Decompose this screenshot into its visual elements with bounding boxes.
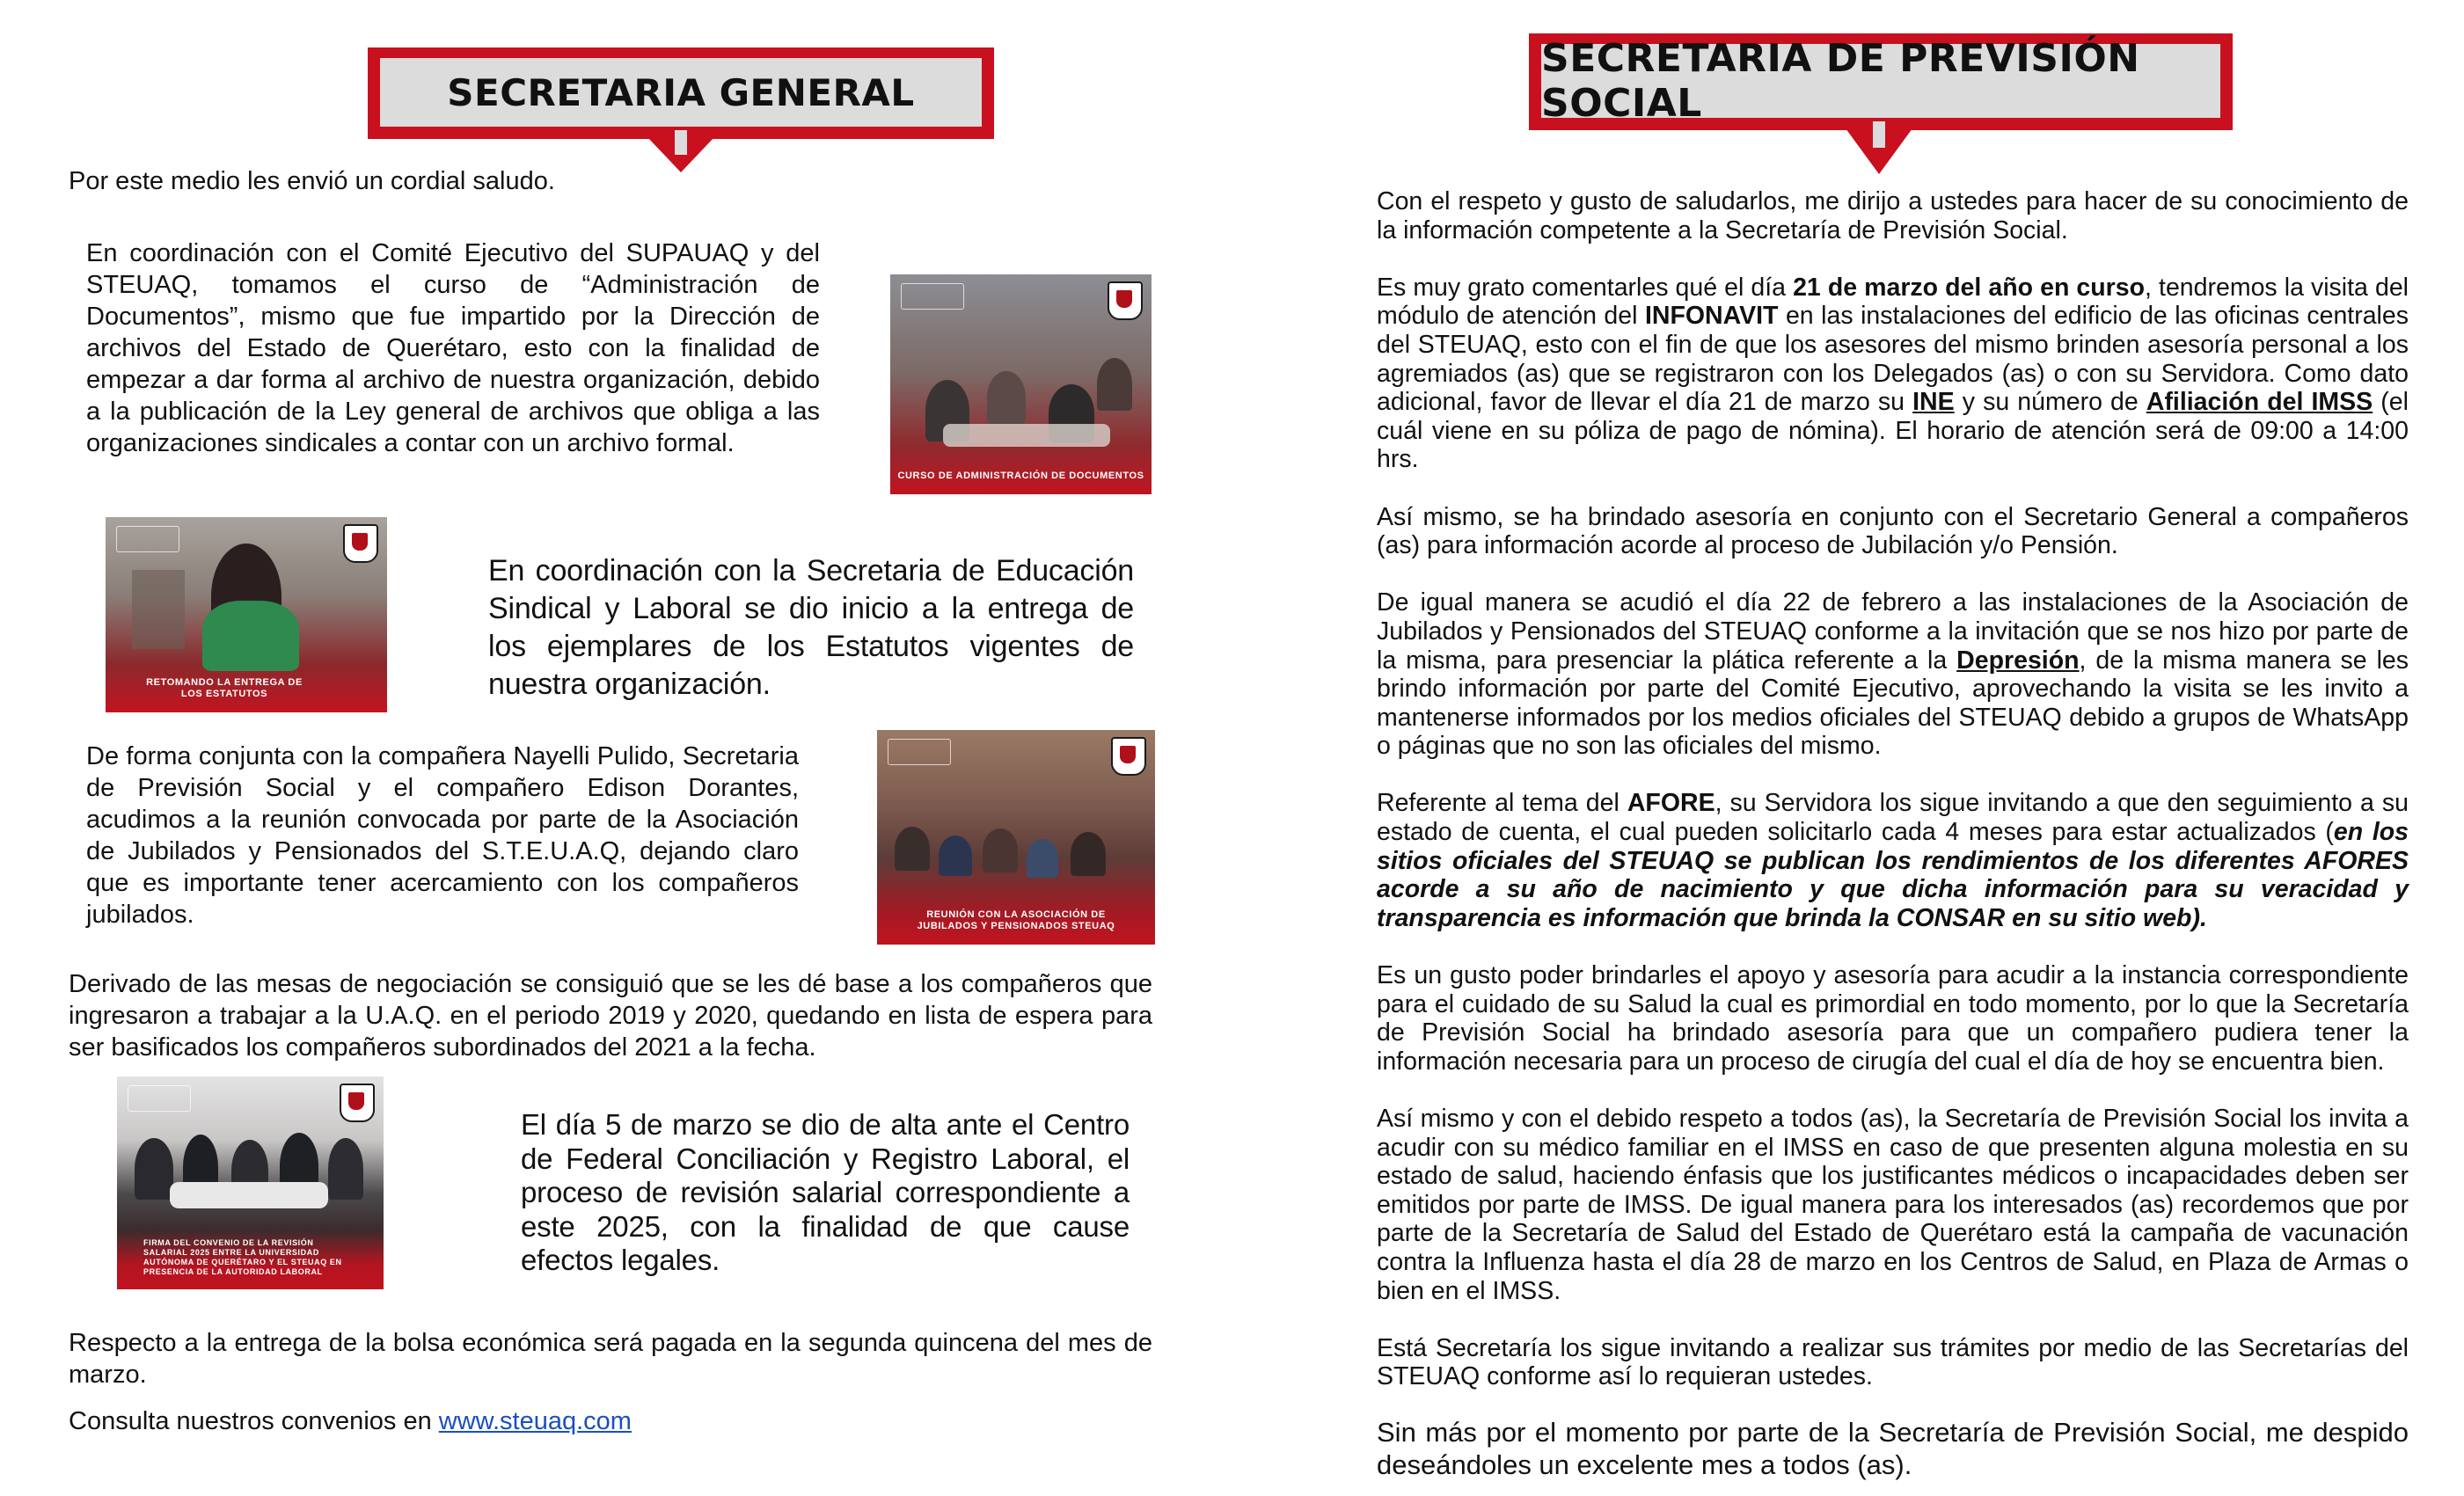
admin-documentos-paragraph: En coordinación con el Comité Ejecutivo del SUPAUAQ y del STEUAQ, tomamos el curso de “Administración de Documentos”, mismo que fue impartido por la Dirección de archivos del Estado de Querétaro, esto con la finalidad de empezar a dar forma al archivo de nuestra organización, debido a la publicación de la Ley general de archivos que obliga a las organizaciones sindicales a contar con un archivo formal. (86, 239, 820, 457)
intro-paragraph: Con el respeto y gusto de saludarlos, me dirijo a ustedes para hacer de su conocimiento de la información competente a la Secretaría de Previsión Social. (1377, 187, 2409, 244)
steuaq-website-link[interactable]: www.steuaq.com (438, 1407, 632, 1435)
convenios-line (69, 1405, 860, 1437)
photo-caption: FIRMA DEL CONVENIO DE LA REVISIÓN SALARIAL 2025 ENTRE LA UNIVERSIDAD AUTÓNOMA DE QUERÉTARO Y EL STEUAQ EN PRESENCIA DE LA AUTORIDAD LABORAL (143, 1238, 342, 1276)
bolsa-economica-paragraph: Respecto a la entrega de la bolsa económica será pagada en la segunda quincena del mes de marzo. (69, 1329, 1152, 1389)
afiliacion-imss-label: Afiliación del IMSS (2146, 388, 2373, 417)
steuaq-logo-icon (340, 1084, 375, 1122)
steuaq-logo-icon (1108, 281, 1143, 320)
estatutos-paragraph: En coordinación con la Secretaria de Educación Sindical y Laboral se dio inicio a la entrega de los ejemplares de los Estatutos vigentes de nuestra organización. (488, 554, 1134, 701)
jubilacion-paragraph: Así mismo, se ha brindado asesoría en conjunto con el Secretario General a compañeros (as) para información acorde al proceso de Jubilación y/o Pensión. (1377, 502, 2409, 560)
banner-pointer-inner-right (1873, 121, 1885, 148)
section-title-prevision-social: SECRETARIA DE PREVISIÓN SOCIAL (1541, 36, 2140, 126)
fecha-visita: 21 de marzo del año en curso (1793, 273, 2146, 302)
convenios-prefix: Consulta nuestros convenios en (69, 1407, 432, 1435)
basificacion-paragraph: Derivado de las mesas de negociación se consiguió que se les dé base a los compañeros que ingresaron a trabajar a la U.A.Q. en el periodo 2019 y 2020, quedando en lista de espera para ser basificados los compañeros subordinados del 2021 a la fecha. (69, 970, 1152, 1062)
afore-note: en los sitios oficiales del STEUAQ se publican los rendimientos de los diferentes AFORES acorde a su año de nacimiento y que dicha información para su veracidad y transparencia es información que brinda la CONSAR en su sitio web). (1377, 818, 2409, 932)
depresion-label: Depresión (1956, 646, 2080, 675)
watermark-badge (888, 739, 951, 765)
watermark-badge (128, 1085, 191, 1112)
imss-vacunacion-paragraph: Así mismo y con el debido respeto a todos (as), la Secretaría de Previsión Social los invita a acudir con su médico familiar en el IMSS en caso de que presenten alguna molestia en su estado de salud, haciendo énfasis que los justificantes médicos o incapacidades deben ser emitidos por parte de IMSS. De igual manera para los interesados (as) recordemos que por parte de la Secretaría de Salud del Estado de Querétaro está la campaña de vacunación contra la Influenza hasta el día 28 de marzo en los Centros de Salud, en Plaza de Armas o bien en el IMSS. (1377, 1105, 2409, 1305)
firma-convenio-photo (117, 1076, 384, 1289)
curso-administracion-photo (890, 274, 1152, 494)
tramites-paragraph: Está Secretaría los sigue invitando a realizar sus trámites por medio de las Secretarías del STEUAQ conforme así lo requieran ustedes. (1377, 1333, 2409, 1391)
reunion-jubilados-paragraph: De forma conjunta con la compañera Nayelli Pulido, Secretaria de Previsión Social y el compañero Edison Dorantes, acudimos a la reunión convocada por parte de la Asociación de Jubilados y Pensionados del S.T.E.U.A.Q, dejando claro que es importante tener acercamiento con los compañeros jubilados. (86, 742, 799, 929)
section-title-secretaria-general: SECRETARIA GENERAL (447, 70, 915, 114)
afore-paragraph: Referente al tema del AFORE, su Servidora los sigue invitando a que den seguimiento a su estado de cuenta, el cual pueden solicitarlo cada 4 meses para estar actualizados (en los sitios oficiales del STEUAQ se publican los rendimientos de los diferentes AFORES acorde a su año de nacimiento y que dicha información para su veracidad y transparencia es información que brinda la CONSAR en su sitio web). (1377, 789, 2409, 932)
ine-label: INE (1912, 388, 1955, 417)
secretaria-general-banner (368, 47, 994, 139)
reunion-asociacion-photo (877, 730, 1155, 945)
watermark-badge (116, 526, 179, 552)
infonavit-paragraph: Es muy grato comentarles qué el día 21 de marzo del año en curso, tendremos la visita del módulo de atención del INFONAVIT en las instalaciones del edificio de las oficinas centrales del STEUAQ, esto con el fin de que los asesores del mismo brinden asesoría personal a los agremiados (as) que se registraron con los Delegados (as) o con su Servidora. Como dato adicional, favor de llevar el día 21 de marzo su INE y su número de Afiliación del IMSS (el cuál viene en su póliza de pago de nómina). El horario de atención será de 09:00 a 14:00 hrs. (1377, 273, 2409, 474)
afore-label: AFORE (1627, 789, 1715, 818)
prevision-social-body (1377, 187, 2409, 1481)
steuaq-logo-icon (1111, 737, 1146, 776)
secretaria-prevision-social-banner (1529, 33, 2233, 130)
photo-caption: CURSO DE ADMINISTRACIÓN DE DOCUMENTOS (897, 471, 1144, 481)
salud-apoyo-paragraph: Es un gusto poder brindarles el apoyo y asesoría para acudir a la instancia correspondiente para el cuidado de su Salud la cual es primordial en todo momento, por lo que la Secretaría de Previsión Social ha brindado asesoría para que un compañero pudiera tener la información necesaria para un proceso de cirugía del cual el día de hoy se encuentra bien. (1377, 961, 2409, 1076)
revision-salarial-paragraph: El día 5 de marzo se dio de alta ante el Centro de Federal Conciliación y Registro Laboral, el proceso de revisión salarial correspondiente a este 2025, con la finalidad de que cause efectos legales. (521, 1108, 1130, 1276)
banner-pointer-inner-left (675, 130, 687, 155)
despedida-paragraph: Sin más por el momento por parte de la Secretaría de Previsión Social, me despido deseándoles un excelente mes a todos (as). (1377, 1416, 2409, 1480)
watermark-badge (901, 283, 964, 310)
infonavit-label: INFONAVIT (1644, 302, 1779, 331)
depresion-platica-paragraph: De igual manera se acudió el día 22 de febrero a las instalaciones de la Asociación de Jubilados y Pensionados del STEUAQ conforme a la invitación que se nos hizo por parte de la misma, para presenciar la plática referente a la Depresión, de la misma manera se les brindo información por parte del Comité Ejecutivo, aprovechando la visita se les invito a mantenerse informados por los medios oficiales del STEUAQ debido a grupos de WhatsApp o páginas que no son las oficiales del mismo. (1377, 588, 2409, 761)
photo-caption: RETOMANDO LA ENTREGA DE LOS ESTATUTOS (146, 677, 303, 699)
steuaq-logo-icon (343, 524, 378, 563)
entrega-estatutos-photo (106, 517, 387, 712)
photo-caption: REUNIÓN CON LA ASOCIACIÓN DE JUBILADOS Y PENSIONADOS STEUAQ (917, 909, 1115, 931)
greeting-text: Por este medio les envió un cordial saludo. (69, 167, 555, 195)
